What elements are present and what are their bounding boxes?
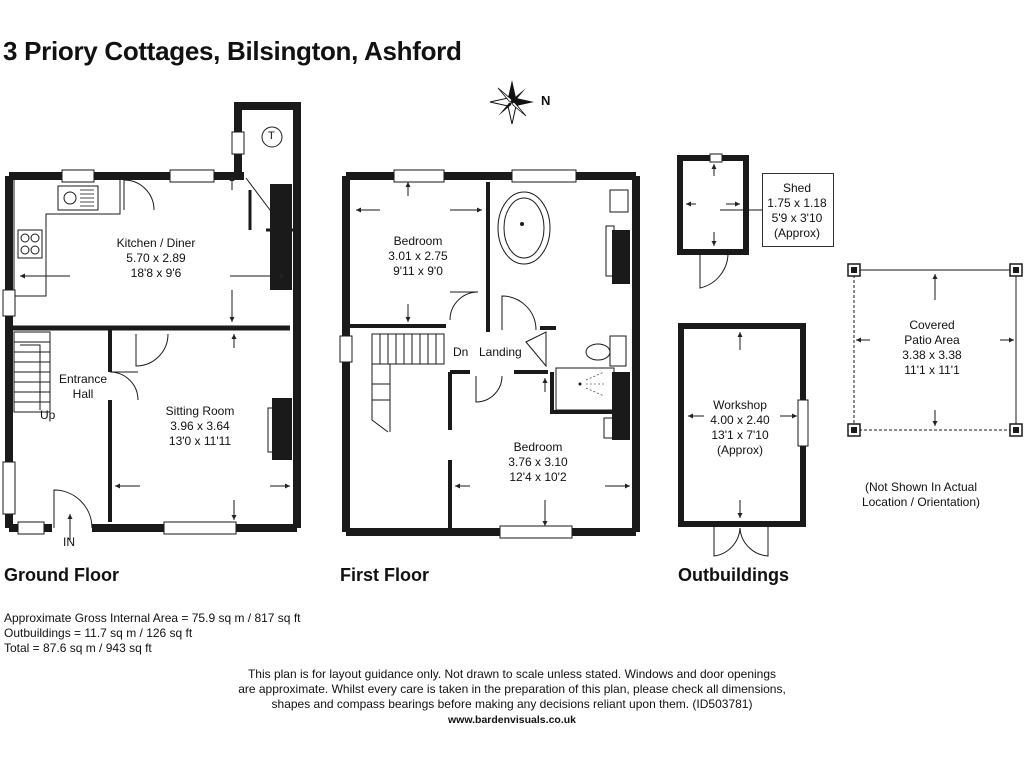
room-name: Shed <box>782 181 812 195</box>
website-link[interactable]: www.bardenvisuals.co.uk <box>448 714 576 726</box>
kitchen-diner-label <box>117 236 196 281</box>
room-metric: 3.76 x 3.10 <box>508 455 568 469</box>
patio-label <box>902 318 961 378</box>
shed-plan <box>680 154 762 288</box>
outbuildings-area: Outbuildings = 11.7 sq m / 126 sq ft <box>4 626 193 640</box>
room-imperial: 5'9 x 3'10 <box>771 211 823 225</box>
room-name: Sitting Room <box>165 404 235 418</box>
room-name-2: Hall <box>72 387 94 401</box>
workshop-label <box>710 398 769 458</box>
room-imperial: 9'11 x 9'0 <box>393 264 443 278</box>
area-summary <box>4 611 300 656</box>
room-name: Bedroom <box>513 440 563 454</box>
room-imperial: 12'4 x 10'2 <box>509 470 567 484</box>
room-name: Kitchen / Diner <box>116 236 196 250</box>
first-floor-label: First Floor <box>340 565 429 585</box>
room-note: (Approx) <box>716 443 764 457</box>
ground-floor-plan <box>3 102 301 540</box>
room-metric: 3.96 x 3.64 <box>170 419 230 433</box>
room-metric: 3.01 x 2.75 <box>388 249 448 263</box>
ground-floor-label: Ground Floor <box>4 565 119 585</box>
sitting-room-label <box>166 404 235 449</box>
disclaimer <box>232 667 792 712</box>
room-note: (Approx) <box>773 226 821 240</box>
compass-rose-icon <box>490 80 534 124</box>
entrance-hall-label <box>59 372 107 402</box>
disclaimer-line-1: This plan is for layout guidance only. Not drawn to scale unless stated. Windows and door openings <box>247 667 777 681</box>
room-imperial: 13'1 x 7'10 <box>711 428 769 442</box>
disclaimer-line-3: shapes and compass bearings before making any decisions reliant upon them. (ID503781) <box>271 697 753 711</box>
patio-note-line-2: Location / Orientation) <box>861 495 981 509</box>
total-area: Total = 87.6 sq m / 943 sq ft <box>4 641 152 655</box>
room-name-2: Patio Area <box>904 333 960 347</box>
gross-area: Approximate Gross Internal Area = 75.9 sq m / 817 sq ft <box>4 611 301 625</box>
disclaimer-line-2: are approximate. Whilst every care is taken in the preparation of this plan, please check all dimensions, <box>238 682 786 696</box>
room-name: Entrance <box>58 372 108 386</box>
room-metric: 5.70 x 2.89 <box>126 251 186 265</box>
bedroom-1-label <box>388 234 447 279</box>
bedroom-2-label <box>508 440 567 485</box>
outbuildings-label: Outbuildings <box>678 565 789 585</box>
compass-north-label: N <box>541 93 551 108</box>
room-name: Workshop <box>713 398 767 412</box>
room-metric: 3.38 x 3.38 <box>902 348 962 362</box>
patio-note <box>862 480 980 510</box>
room-metric: 1.75 x 1.18 <box>767 196 827 210</box>
room-imperial: 13'0 x 11'11 <box>168 434 232 448</box>
room-name: Bedroom <box>393 234 443 248</box>
plan-title: 3 Priory Cottages, Bilsington, Ashford <box>3 36 462 66</box>
room-imperial: 18'8 x 9'6 <box>130 266 182 280</box>
room-imperial: 11'1 x 11'1 <box>904 363 960 377</box>
entrance-in-label: IN <box>63 535 75 549</box>
stairs-up-label: Up <box>40 408 56 422</box>
room-name: Covered <box>909 318 955 332</box>
patio-note-line-1: (Not Shown In Actual <box>864 480 978 494</box>
tank-label: T <box>268 130 275 142</box>
shed-label <box>767 181 826 241</box>
room-metric: 4.00 x 2.40 <box>710 413 770 427</box>
landing-label: Landing <box>479 345 522 359</box>
stairs-down-label: Dn <box>453 345 469 359</box>
